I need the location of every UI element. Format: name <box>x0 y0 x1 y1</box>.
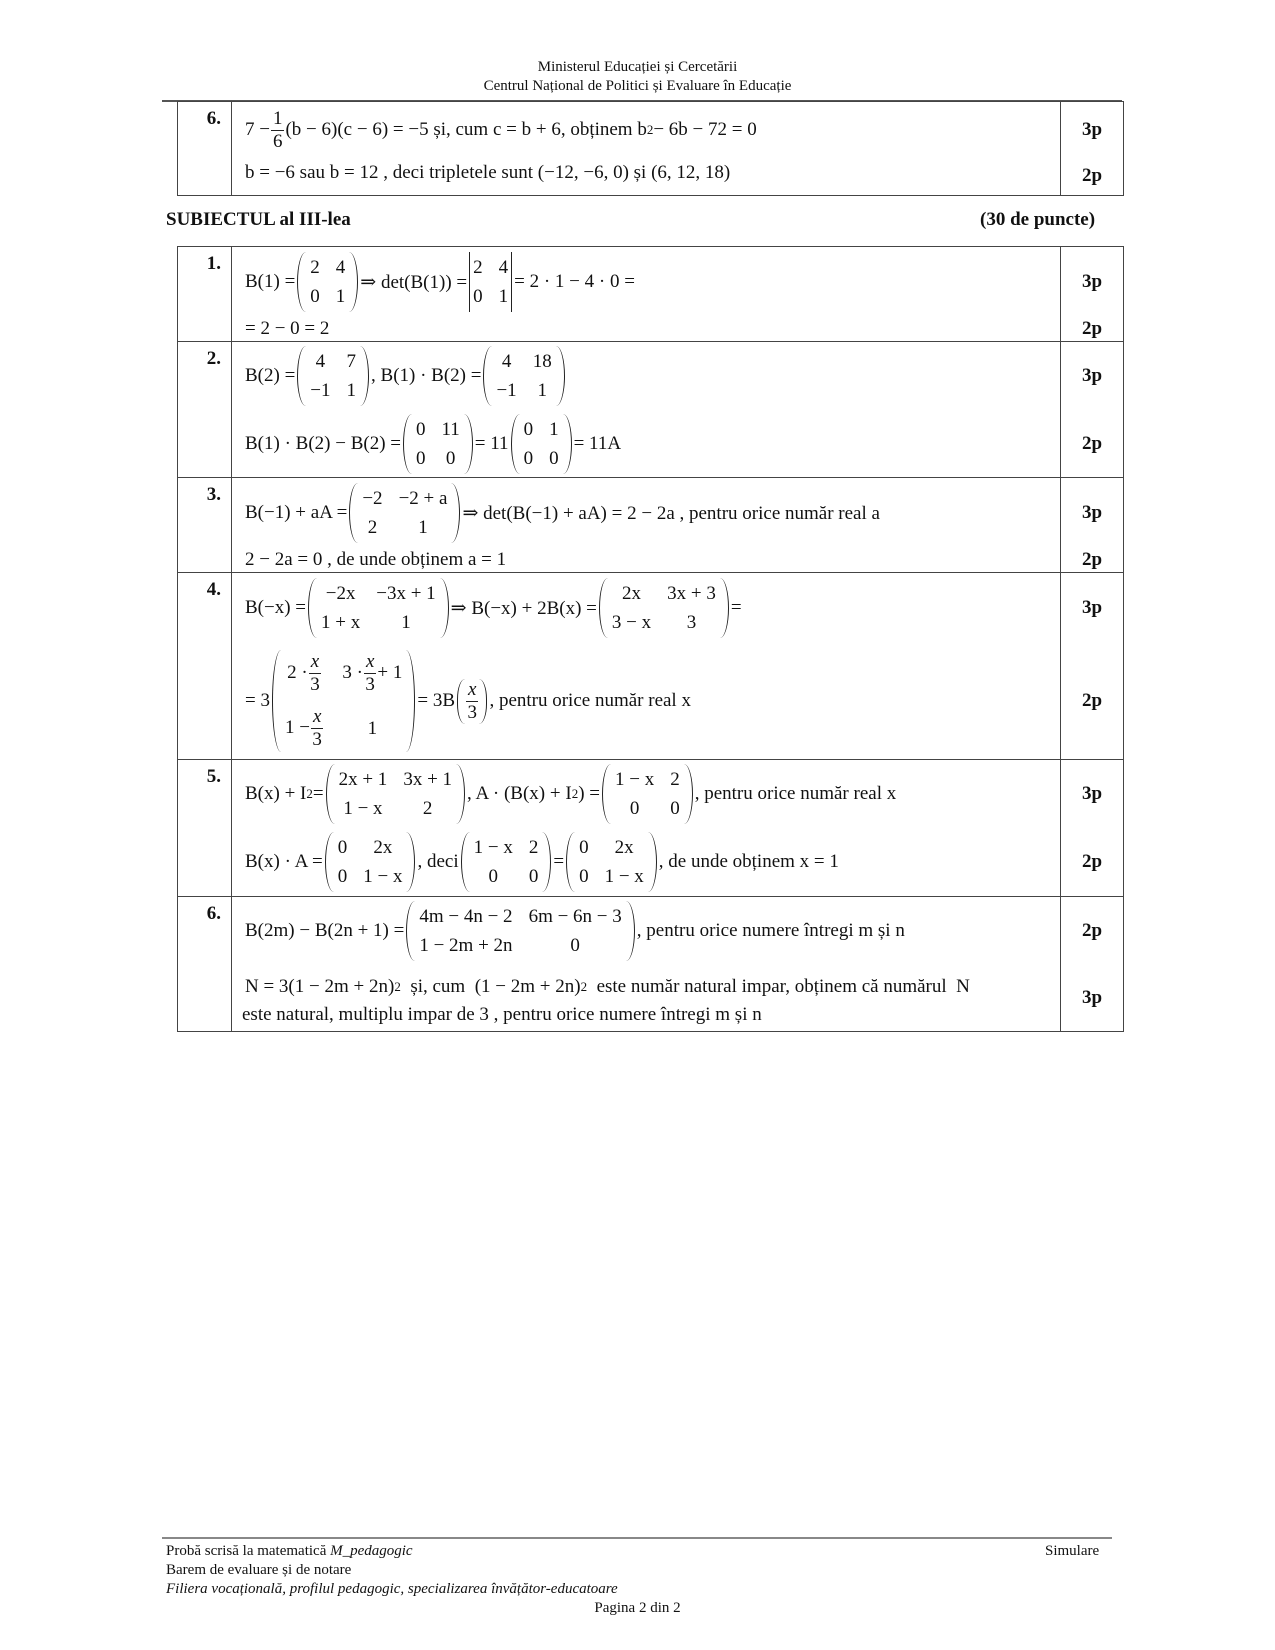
expr: , deci <box>417 851 459 872</box>
header-ministry: Ministerul Educației și Cercetării <box>537 59 738 75</box>
footer-simulation: Simulare <box>1045 1543 1100 1559</box>
parenthesis-group <box>457 679 487 724</box>
points: 3p <box>1081 365 1103 386</box>
points: 2p <box>1081 549 1103 570</box>
cell: 0 <box>523 418 534 440</box>
expr: = <box>553 851 565 872</box>
header-center: Centrul Național de Politici și Evaluare în Educație <box>483 78 792 94</box>
denominator: 6 <box>272 130 283 152</box>
item-number: 6. <box>178 897 232 1032</box>
expr: N = 3(1 − 2m + 2n) <box>245 976 395 997</box>
item-number: 2. <box>178 342 232 478</box>
matrix <box>349 483 460 543</box>
table-row <box>178 760 1124 897</box>
cell: −2 + a <box>398 488 448 509</box>
expr: B(2m) − B(2n + 1) = <box>245 920 405 941</box>
points: 2p <box>1081 690 1103 711</box>
cell: 7 <box>346 351 357 372</box>
determinant <box>469 252 512 312</box>
solution-line <box>232 897 1060 965</box>
cell: 0 <box>579 866 589 887</box>
expr: = <box>312 783 324 804</box>
solution-line: B(x) + I 2 = 2x + 1 3x + 1 1 − x 2 , A · (B(x) + I 2 ) = 1 − x 2 0 0 , pentru orice număr real x <box>232 760 1060 828</box>
solution-line: = 2 − 0 = 2 <box>245 318 330 339</box>
denominator: 3 <box>310 674 320 695</box>
table-row <box>178 478 1124 573</box>
cell: 1 − x <box>614 769 655 790</box>
cell: 4 <box>501 351 512 372</box>
points: 2p <box>1081 851 1103 872</box>
expr: B(2) = <box>245 365 296 386</box>
numerator: x <box>365 651 375 672</box>
expr: este număr natural impar, obținem că numărul N <box>587 976 970 997</box>
fraction <box>466 679 478 724</box>
solution-line: 7 − $\frac{1}{6}$ (b − 6)(c − 6) = −5 și, cum c = b + 6, obținem b 2 − 6b − 72 = 0 <box>245 107 757 152</box>
expr: = 11 <box>474 432 509 454</box>
expr: 7 − <box>245 119 270 140</box>
points: 3p <box>1081 597 1103 618</box>
cell: 1 − x <box>363 866 403 887</box>
item-number: 5. <box>178 760 232 897</box>
expr: ⇒ det(B(1)) = <box>360 271 468 293</box>
page-number: Pagina 2 din 2 <box>594 1600 681 1616</box>
matrix <box>297 346 369 406</box>
cell: 2 <box>473 257 483 278</box>
points: 2p <box>1081 165 1103 186</box>
cell: 2 <box>310 257 320 278</box>
item-number: 1. <box>178 247 232 342</box>
denominator: 3 <box>365 674 375 695</box>
cell: 0 <box>310 286 320 307</box>
numerator: x <box>310 651 320 672</box>
points: 3p <box>1081 118 1103 140</box>
expr: B(1) · B(2) − B(2) = <box>245 432 401 454</box>
footer-barem: Barem de evaluare și de notare <box>166 1562 352 1578</box>
cell: 1 − x <box>343 798 383 819</box>
numerator: 1 <box>272 107 283 129</box>
cell: 0 <box>629 798 640 819</box>
cell: −2x <box>325 583 356 604</box>
cell: 0 <box>473 286 483 307</box>
matrix <box>566 832 657 892</box>
cell: 0 <box>670 798 680 819</box>
cell: 4 <box>335 257 346 278</box>
solution-line: este natural, multiplu impar de 3 , pentru orice numere întregi m și n <box>242 1004 762 1025</box>
denominator: 3 <box>467 701 477 723</box>
cell: −1 <box>310 380 331 401</box>
expr: 2 · <box>287 661 308 683</box>
solutions-table <box>177 246 1124 1032</box>
cell <box>285 706 324 751</box>
expr: B(−1) + aA = <box>245 502 348 523</box>
points: 3p <box>1081 987 1103 1008</box>
cell <box>285 651 324 696</box>
matrix <box>511 414 572 474</box>
cell: 3x + 1 <box>403 769 453 790</box>
cell: 2x <box>373 837 393 858</box>
expr: ⇒ det(B(−1) + aA) = 2 − 2a , pentru orice număr real a <box>462 502 880 524</box>
expr: , pentru orice număr real x <box>694 783 897 804</box>
cell: 1 + x <box>321 612 361 633</box>
solution-line <box>232 342 1060 410</box>
cell: 0 <box>528 866 539 887</box>
solution-line <box>232 410 1060 477</box>
item-number: 4. <box>178 573 232 760</box>
cell: 2x + 1 <box>338 769 388 790</box>
footer-rule <box>162 1537 1112 1539</box>
points: 3p <box>1081 271 1103 292</box>
cell: 0 <box>579 837 589 858</box>
expr: 1 − <box>284 716 310 738</box>
matrix <box>599 578 729 638</box>
cell: 4 <box>315 351 326 372</box>
expr: 3 · <box>342 661 363 683</box>
table-row <box>178 573 1124 760</box>
fraction <box>271 108 285 153</box>
expr: = <box>730 597 742 618</box>
cell: 1 <box>418 517 428 538</box>
cell: 18 <box>532 351 552 372</box>
cell: 1 <box>335 286 346 307</box>
solution-line <box>232 573 1060 643</box>
expr: , pentru orice numere întregi m și n <box>636 920 905 941</box>
expr: ⇒ B(−x) + 2B(x) = <box>450 597 597 619</box>
solution-line <box>232 828 1060 896</box>
expr: B(x) · A = <box>245 851 323 872</box>
expr: , pentru orice număr real x <box>489 690 691 711</box>
matrix <box>461 832 552 892</box>
matrix <box>326 764 465 824</box>
cell: 3x + 3 <box>667 583 716 604</box>
cell: 2x <box>614 837 634 858</box>
cell: 1 <box>549 418 559 440</box>
expr: = 11A <box>573 432 622 454</box>
matrix <box>272 650 415 752</box>
footer-exam <box>166 1542 413 1561</box>
points: 3p <box>1081 783 1103 804</box>
expr: și, cum (1 − 2m + 2n) <box>400 976 581 997</box>
cell: 4m − 4n − 2 <box>419 906 513 927</box>
cell: −3x + 1 <box>376 583 436 604</box>
prev-item-table <box>177 101 1124 196</box>
fraction <box>311 706 323 751</box>
points: 3p <box>1081 502 1103 523</box>
footer-exam-subject: M_pedagogic <box>330 1543 413 1559</box>
cell: 2 <box>367 517 378 538</box>
cell: 1 <box>498 286 509 307</box>
points: 2p <box>1081 432 1103 454</box>
expr: , de unde obținem x = 1 <box>658 851 839 872</box>
cell: 2 <box>422 798 433 819</box>
expr: , B(1) · B(2) = <box>371 365 482 386</box>
expr: B(1) = <box>245 271 296 292</box>
cell: 11 <box>441 418 460 440</box>
expr: = 3B <box>417 690 455 711</box>
cell: 2 <box>528 837 539 858</box>
numerator: x <box>312 706 322 727</box>
solution-line: b = −6 sau b = 12 , deci tripletele sunt (−12, −6, 0) și (6, 12, 18) <box>245 162 731 183</box>
cell: 1 − 2m + 2n <box>419 935 513 956</box>
matrix <box>602 764 693 824</box>
solution-line: 2 − 2a = 0 , de unde obținem a = 1 <box>245 549 507 570</box>
cell: 1 − x <box>473 837 513 858</box>
cell: 1 − x <box>604 866 644 887</box>
fraction <box>309 651 321 696</box>
expr: = 3 <box>245 690 270 711</box>
matrix <box>297 252 358 312</box>
cell: 0 <box>445 447 456 469</box>
cell: 0 <box>523 447 534 469</box>
cell: 2 <box>670 769 680 790</box>
table-row <box>178 102 1124 196</box>
cell: −2 <box>362 488 383 509</box>
expr: + 1 <box>377 661 403 683</box>
cell: 4 <box>498 257 509 278</box>
matrix <box>406 901 634 961</box>
footer-exam-text: Probă scrisă la matematică <box>166 1543 331 1559</box>
section-total: (30 de puncte) <box>980 209 1096 230</box>
matrix <box>325 832 416 892</box>
matrix <box>483 346 564 406</box>
cell: 3 <box>686 612 697 633</box>
expr: (b − 6)(c − 6) = −5 și, cum c = b + 6, obținem b <box>285 119 647 140</box>
cell: −1 <box>496 380 517 401</box>
points: 2p <box>1081 318 1103 339</box>
cell <box>342 651 402 696</box>
cell: 0 <box>488 866 498 887</box>
expr: B(x) + I <box>245 783 307 804</box>
table-row <box>178 342 1124 478</box>
cell: 0 <box>416 447 426 469</box>
numerator: x <box>468 678 477 700</box>
cell: 2x <box>622 583 642 604</box>
cell: 0 <box>337 866 348 887</box>
expr: − 6b − 72 = 0 <box>653 119 757 140</box>
matrix <box>403 414 473 474</box>
cell: 6m − 6n − 3 <box>528 906 622 927</box>
cell: 0 <box>549 447 559 469</box>
cell: 1 <box>401 612 411 633</box>
cell: 0 <box>416 418 426 440</box>
footer-filiera: Filiera vocațională, profilul pedagogic, specializarea învățător-educatoare <box>166 1581 618 1597</box>
table-row <box>178 897 1124 1032</box>
matrix <box>308 578 449 638</box>
cell: 1 <box>537 380 547 401</box>
expr: ) = <box>578 783 600 804</box>
denominator: 3 <box>312 729 322 750</box>
cell: 1 <box>367 717 378 739</box>
solution-line <box>232 478 1060 548</box>
table-row <box>178 247 1124 342</box>
expr: , A · (B(x) + I <box>467 783 572 804</box>
section-title: SUBIECTUL al III-lea <box>166 209 351 230</box>
expr: B(−x) = <box>245 597 307 618</box>
solution-line <box>232 247 1060 317</box>
item-number: 6. <box>178 102 232 196</box>
solution-line <box>232 643 1060 759</box>
cell: 0 <box>570 935 580 956</box>
cell: 1 <box>346 380 357 401</box>
points: 2p <box>1081 920 1103 941</box>
item-number: 3. <box>178 478 232 573</box>
fraction <box>364 651 376 696</box>
solution-line: N = 3(1 − 2m + 2n) 2 și, cum (1 − 2m + 2n) 2 este număr natural impar, obținem că numărul N <box>245 976 970 997</box>
cell: 3 − x <box>611 612 652 633</box>
cell: 0 <box>337 837 348 858</box>
expr: = 2 · 1 − 4 · 0 = <box>514 271 635 292</box>
